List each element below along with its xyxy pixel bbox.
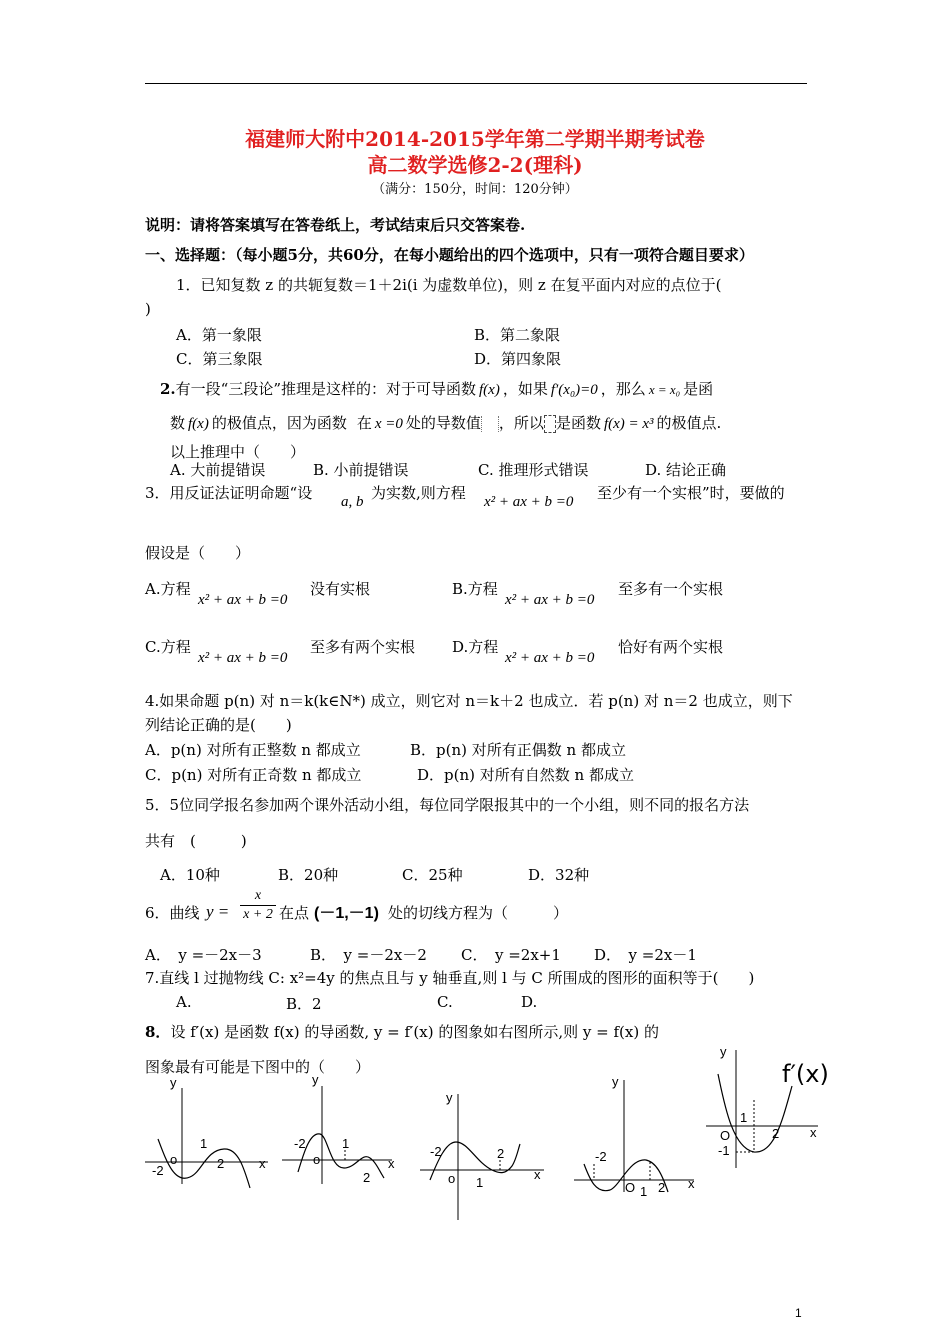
label-2: 2	[658, 1180, 666, 1195]
q3-option-d-eq: x² + ax + b =0	[505, 650, 595, 666]
q3-option-b-eq: x² + ax + b =0	[505, 592, 595, 608]
y-axis-label: y	[170, 1075, 177, 1090]
q2-text-c: ，那么	[600, 380, 646, 398]
q4-option-c: C．p(n) 对所有正奇数 n 都成立	[145, 766, 362, 784]
x-axis-label: x	[810, 1125, 817, 1140]
q2-text-k: 的极值点.	[656, 414, 722, 432]
q3-line1c: 至少有一个实根”时，要做的	[597, 484, 785, 502]
q6-fraction	[238, 888, 278, 923]
x-axis-label: x	[688, 1176, 695, 1191]
q8-text: 设 f′(x) 是函数 f(x) 的导函数, y = f′(x) 的图象如右图所示,则 y = f(x) 的	[170, 1023, 659, 1041]
q6-denominator: x + 2	[243, 907, 273, 922]
q7-line1: 7.直线 l 过抛物线 C: x²=4y 的焦点且与 y 轴垂直,则 l 与 C 所围成的图形的面积等于( )	[145, 969, 755, 987]
title-line2: 高二数学选修2-2(理科)	[367, 153, 583, 177]
label-2: 2	[497, 1146, 505, 1161]
q3-option-b-post: 至多有一个实根	[618, 580, 724, 598]
q3-option-a-post: 没有实根	[310, 580, 371, 598]
x-axis-label: x	[534, 1167, 541, 1182]
q6-pre: 6．曲线	[145, 904, 200, 922]
q3-option-a-eq: x² + ax + b =0	[198, 592, 288, 608]
x-axis-label: x	[259, 1156, 266, 1171]
q7-option-d: D.	[521, 993, 538, 1011]
q5-line1: 5．5位同学报名参加两个课外活动小组，每位同学限报其中的一个小组，则不同的报名方法	[145, 796, 750, 814]
subtitle: （满分：150分，时间：120分钟）	[372, 182, 578, 197]
q1-option-b: B．第二象限	[474, 326, 561, 344]
label-origin: o	[170, 1152, 178, 1167]
y-axis-label: y	[312, 1072, 319, 1087]
label-2: 2	[772, 1126, 780, 1141]
q7-option-c: C.	[437, 993, 453, 1011]
q6-option-a: A． y =－2x－3	[145, 946, 262, 964]
graph-derivative	[700, 1040, 830, 1170]
q6-y: y =	[206, 902, 230, 921]
q3-var: a, b	[341, 494, 364, 510]
q2-fx: f(x)	[479, 382, 500, 398]
section-heading: 一、选择题：（每小题5分，共60分，在每小题给出的四个选项中，只有一项符合题目要求）	[145, 246, 754, 264]
q2-text-i: ，所以	[498, 414, 544, 432]
q2-text-j: 是函数	[555, 414, 601, 432]
q6-post: 处的切线方程为（ ）	[388, 904, 569, 922]
q5-option-b: B．20种	[278, 866, 339, 884]
label-2: 2	[363, 1170, 371, 1185]
graph-option-a	[140, 1072, 275, 1192]
instructions: 说明：请将答案填写在答卷纸上，考试结束后只交答案卷.	[145, 216, 526, 234]
q6-option-c: C． y =2x+1	[461, 946, 561, 964]
q7-option-b: B．2	[286, 995, 322, 1013]
y-axis-label: y	[446, 1090, 453, 1105]
q2-text-h: 处的导数值	[405, 414, 481, 432]
q6-option-b: B． y =－2x－2	[310, 946, 427, 964]
q6-numerator: x	[254, 888, 262, 903]
q2-blank-2	[481, 416, 499, 432]
label-1: 1	[640, 1184, 648, 1199]
page-number: 1	[795, 1306, 802, 1320]
q5-line2: 共有 ( )	[145, 832, 247, 850]
q4-line1: 4.如果命题 p(n) 对 n＝k(k∈N*) 成立，则它对 n＝k＋2 也成立．若 p(n) 对 n＝2 也成立，则下	[145, 692, 793, 710]
q2-line2	[170, 412, 721, 433]
q2-text-e: 数	[170, 414, 186, 432]
label-1: 1	[342, 1136, 350, 1151]
graph-option-b	[280, 1072, 410, 1192]
q6-mid: 在点	[279, 904, 310, 922]
q3-option-c-post: 至多有两个实根	[310, 638, 416, 656]
q2-option-b: B. 小前提错误	[313, 461, 409, 479]
q2-fx2: f(x)	[188, 416, 209, 432]
q2-option-d: D. 结论正确	[645, 461, 727, 479]
q1-stem-end: )	[145, 300, 151, 318]
graph-option-c	[420, 1082, 555, 1222]
q3-line2: 假设是（ ）	[145, 544, 251, 562]
label-origin: O	[625, 1180, 636, 1195]
q3-option-b-pre: B.方程	[452, 580, 498, 598]
q2-text-g: 在	[356, 414, 372, 432]
q2-x-eq-0: x =0	[374, 416, 403, 432]
label-origin: o	[313, 1152, 321, 1167]
q2-x0: x = x₀	[648, 382, 681, 397]
q3-option-a-pre: A.方程	[145, 580, 191, 598]
q5-option-d: D．32种	[528, 866, 590, 884]
q2-option-c: C. 推理形式错误	[478, 461, 589, 479]
q5-option-c: C．25种	[402, 866, 463, 884]
label-minus2: -2	[595, 1149, 607, 1164]
q4-option-d: D．p(n) 对所有自然数 n 都成立	[417, 766, 634, 784]
q1-option-d: D．第四象限	[474, 350, 562, 368]
q8-line1	[145, 1021, 659, 1042]
q3-option-d-pre: D.方程	[452, 638, 499, 656]
derivative-label: f′(x)	[782, 1060, 829, 1088]
q2-text-b: ，如果	[502, 380, 548, 398]
q2-text-f: 的极值点，因为函数	[211, 414, 347, 432]
q1-option-c: C．第三象限	[176, 350, 263, 368]
q8-number: 8．	[145, 1023, 171, 1041]
q6-option-d: D． y =2x－1	[594, 946, 697, 964]
q6-fraction-bar	[240, 905, 276, 906]
q2-text-d: 是函	[683, 380, 714, 398]
q2-fx3: f(x) = x³	[603, 416, 654, 432]
curve	[298, 1134, 384, 1178]
q2-text-a: 有一段“三段论”推理是这样的：对于可导函数	[175, 380, 477, 398]
label-minus1: -1	[718, 1143, 730, 1158]
q7-option-a: A.	[176, 993, 192, 1011]
q1-stem: 1．已知复数 z 的共轭复数＝1＋2i(i 为虚数单位)，则 z 在复平面内对应的点位于(	[176, 276, 722, 294]
curve	[430, 1142, 520, 1180]
header-rule	[145, 83, 807, 84]
label-minus2: -2	[152, 1163, 164, 1178]
q4-option-b: B．p(n) 对所有正偶数 n 都成立	[410, 741, 626, 759]
q2-fprime: f′(x₀)=0	[550, 382, 598, 398]
q3-option-c-eq: x² + ax + b =0	[198, 650, 288, 666]
q2-line3: 以上推理中（ ）	[170, 443, 306, 461]
q1-option-a: A．第一象限	[176, 326, 262, 344]
q3-line1a: 3．用反证法证明命题“设	[145, 484, 313, 502]
q3-line1b: 为实数,则方程	[371, 484, 466, 502]
label-origin: o	[448, 1171, 456, 1186]
q4-line2: 列结论正确的是( )	[145, 716, 292, 734]
q2-number: 2.	[160, 380, 176, 398]
q3-equation: x² + ax + b =0	[484, 494, 574, 510]
label-1: 1	[200, 1136, 208, 1151]
y-axis-label: y	[612, 1074, 619, 1089]
title-line1: 福建师大附中2014-2015学年第二学期半期考试卷	[245, 127, 705, 151]
x-axis-label: x	[388, 1156, 395, 1171]
q2-line1	[160, 378, 713, 399]
q3-option-d-post: 恰好有两个实根	[618, 638, 724, 656]
label-2: 2	[217, 1156, 225, 1171]
label-minus2: -2	[294, 1136, 306, 1151]
q3-option-c-pre: C.方程	[145, 638, 191, 656]
graph-option-d	[570, 1072, 700, 1212]
q2-option-a: A. 大前提错误	[170, 461, 266, 479]
y-axis-label: y	[720, 1044, 727, 1059]
q4-option-a: A．p(n) 对所有正整数 n 都成立	[145, 741, 361, 759]
q8-line2: 图象最有可能是下图中的（ ）	[145, 1058, 371, 1076]
q6-point: (－1,－1)	[314, 905, 379, 922]
q2-blank-3	[544, 415, 556, 433]
label-1: 1	[740, 1110, 748, 1125]
label-1: 1	[476, 1175, 484, 1190]
q5-option-a: A．10种	[160, 866, 220, 884]
label-origin: O	[720, 1128, 731, 1143]
label-minus2: -2	[430, 1144, 442, 1159]
